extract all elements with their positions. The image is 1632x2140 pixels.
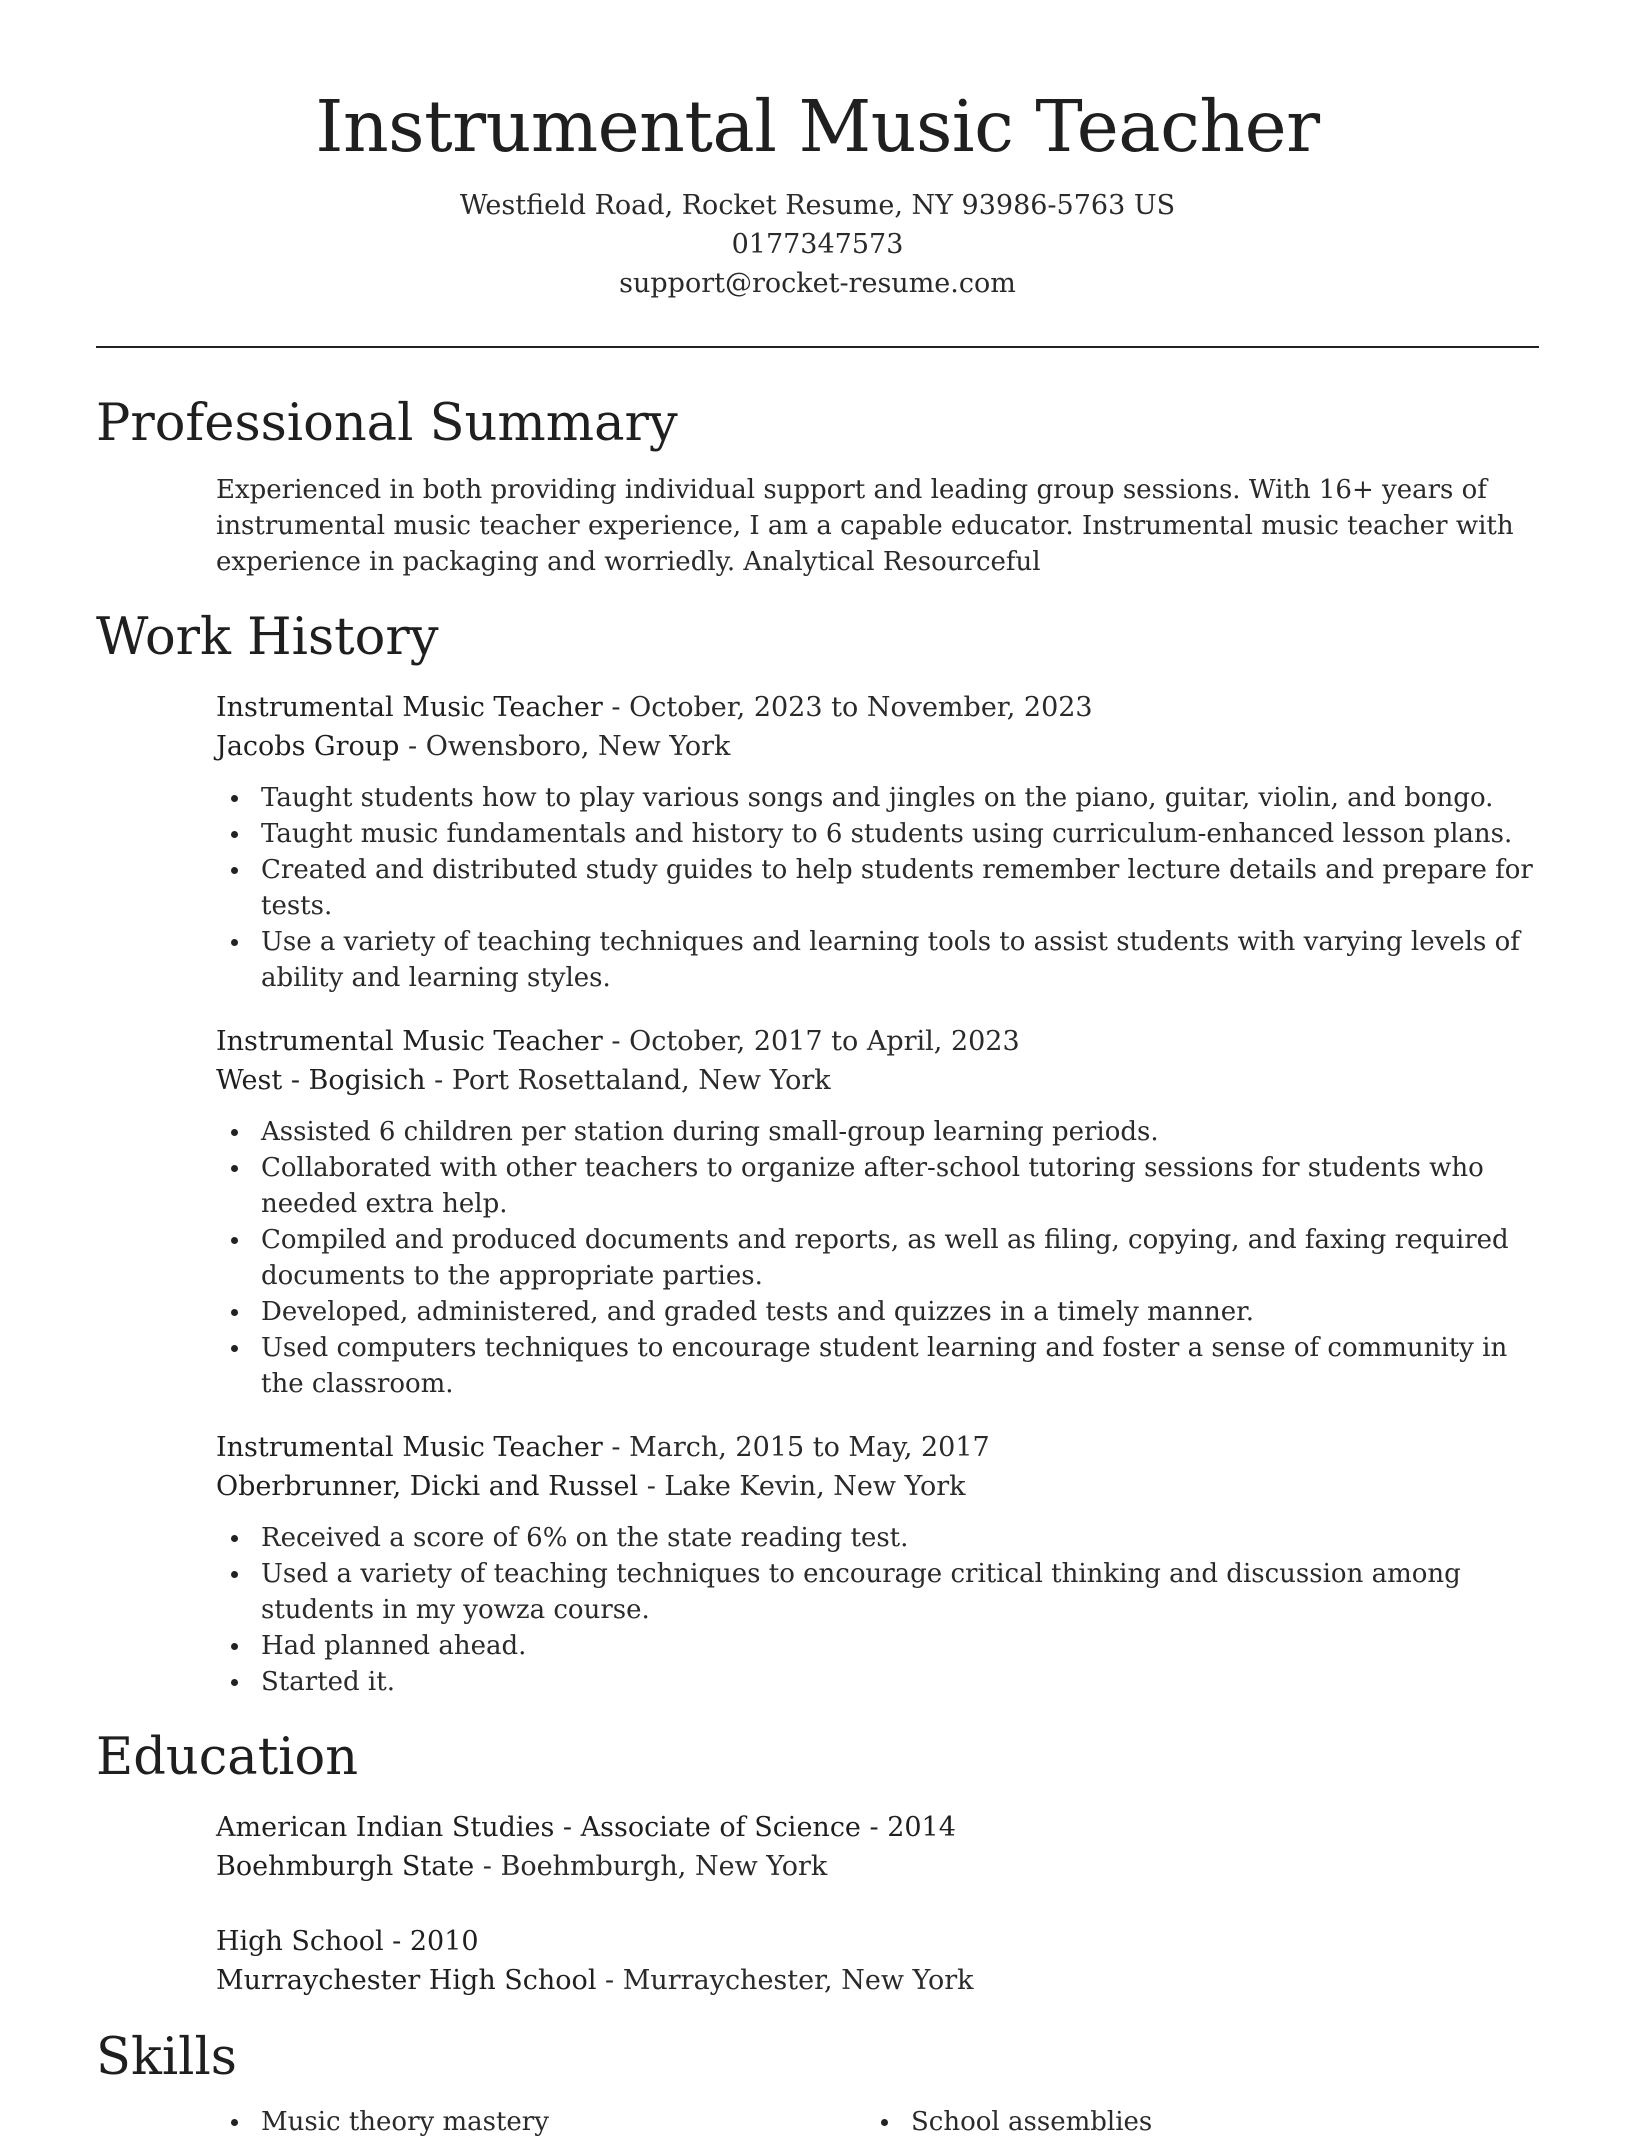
job-dates: - March, 2015 to May, 2017 (602, 1432, 990, 1463)
education-degree: American Indian Studies - Associate of Science - 2014 (216, 1812, 956, 1843)
resume-header (96, 0, 1539, 303)
skills-list (216, 2104, 1539, 2140)
resume-page (96, 0, 1539, 2140)
job-entry (216, 1022, 1539, 1402)
skill-item: School assemblies (911, 2104, 1561, 2140)
skills (216, 2104, 1539, 2140)
bullet-item: Received a score of 6% on the state reading test. (261, 1520, 1539, 1556)
summary-text: Experienced in both providing individual support and leading group sessions. With 16+ years of instrumental music teacher experience, I am a capable educator. Instrumental music teacher with experience in packaging and worriedly. Analytical Resourceful (216, 475, 1514, 577)
bullet-item: Assisted 6 children per station during small-group learning periods. (261, 1114, 1539, 1150)
candidate-name: Instrumental Music Teacher (315, 85, 1320, 168)
education-school: Boehmburgh State (216, 1851, 475, 1882)
job-dates: - October, 2023 to November, 2023 (602, 692, 1093, 723)
job-location: - Owensboro, New York (399, 731, 731, 762)
job-entry (216, 688, 1539, 996)
work-history (216, 688, 1539, 1700)
education (216, 1808, 1539, 2000)
job-role: Instrumental Music Teacher (216, 1432, 603, 1463)
job-company-line (216, 1061, 1539, 1100)
job-dates: - October, 2017 to April, 2023 (602, 1026, 1020, 1057)
education-school: Murraychester High School (216, 1965, 597, 1996)
job-company: West - Bogisich (216, 1065, 426, 1096)
bullet-item: Used computers techniques to encourage student learning and foster a sense of community in the classroom. (261, 1330, 1539, 1402)
bullet-item: Developed, administered, and graded tests and quizzes in a timely manner. (261, 1294, 1539, 1330)
phone: 0177347573 (731, 229, 904, 260)
summary-heading: Professional Summary (96, 394, 678, 453)
job-company-line (216, 727, 1539, 766)
job-role: Instrumental Music Teacher (216, 1026, 603, 1057)
bullet-item: Used a variety of teaching techniques to encourage critical thinking and discussion among students in my yowza course. (261, 1556, 1539, 1628)
job-bullets (216, 780, 1539, 996)
bullet-item: Taught music fundamentals and history to 6 students using curriculum-enhanced lesson plans. (261, 816, 1539, 852)
job-role: Instrumental Music Teacher (216, 692, 603, 723)
email: support@rocket-resume.com (619, 268, 1016, 299)
job-company-line (216, 1467, 1539, 1506)
job-title-line (216, 1428, 1539, 1467)
bullet-item: Started it. (261, 1664, 1539, 1700)
education-entry (216, 1808, 1539, 1886)
education-school-line (216, 1961, 1539, 2000)
education-location: - Boehmburgh, New York (474, 1851, 828, 1882)
skill-item: Music theory mastery (261, 2104, 911, 2140)
education-degree: High School - 2010 (216, 1926, 479, 1957)
education-school-line (216, 1847, 1539, 1886)
bullet-item: Had planned ahead. (261, 1628, 1539, 1664)
bullet-item: Taught students how to play various songs and jingles on the piano, guitar, violin, and bongo. (261, 780, 1539, 816)
job-company: Oberbrunner, Dicki and Russel (216, 1471, 639, 1502)
job-location: - Lake Kevin, New York (638, 1471, 966, 1502)
address: Westfield Road, Rocket Resume, NY 93986-5763 US (459, 190, 1176, 221)
job-location: - Port Rosettaland, New York (425, 1065, 831, 1096)
bullet-item: Created and distributed study guides to help students remember lecture details and prepare for tests. (261, 852, 1539, 924)
job-entry (216, 1428, 1539, 1700)
job-bullets (216, 1114, 1539, 1402)
work-history-heading: Work History (96, 608, 439, 667)
job-bullets (216, 1520, 1539, 1700)
bullet-item: Collaborated with other teachers to organize after-school tutoring sessions for students who needed extra help. (261, 1150, 1539, 1222)
bullet-item: Compiled and produced documents and reports, as well as filing, copying, and faxing required documents to the appropriate parties. (261, 1222, 1539, 1294)
header-divider (96, 346, 1539, 348)
education-location: - Murraychester, New York (596, 1965, 974, 1996)
contact-info (96, 186, 1539, 303)
skills-heading: Skills (96, 2028, 237, 2087)
education-entry (216, 1922, 1539, 2000)
job-title-line (216, 688, 1539, 727)
education-heading: Education (96, 1728, 359, 1787)
job-company: Jacobs Group (216, 731, 400, 762)
bullet-item: Use a variety of teaching techniques and learning tools to assist students with varying levels of ability and learning styles. (261, 924, 1539, 996)
job-title-line (216, 1022, 1539, 1061)
